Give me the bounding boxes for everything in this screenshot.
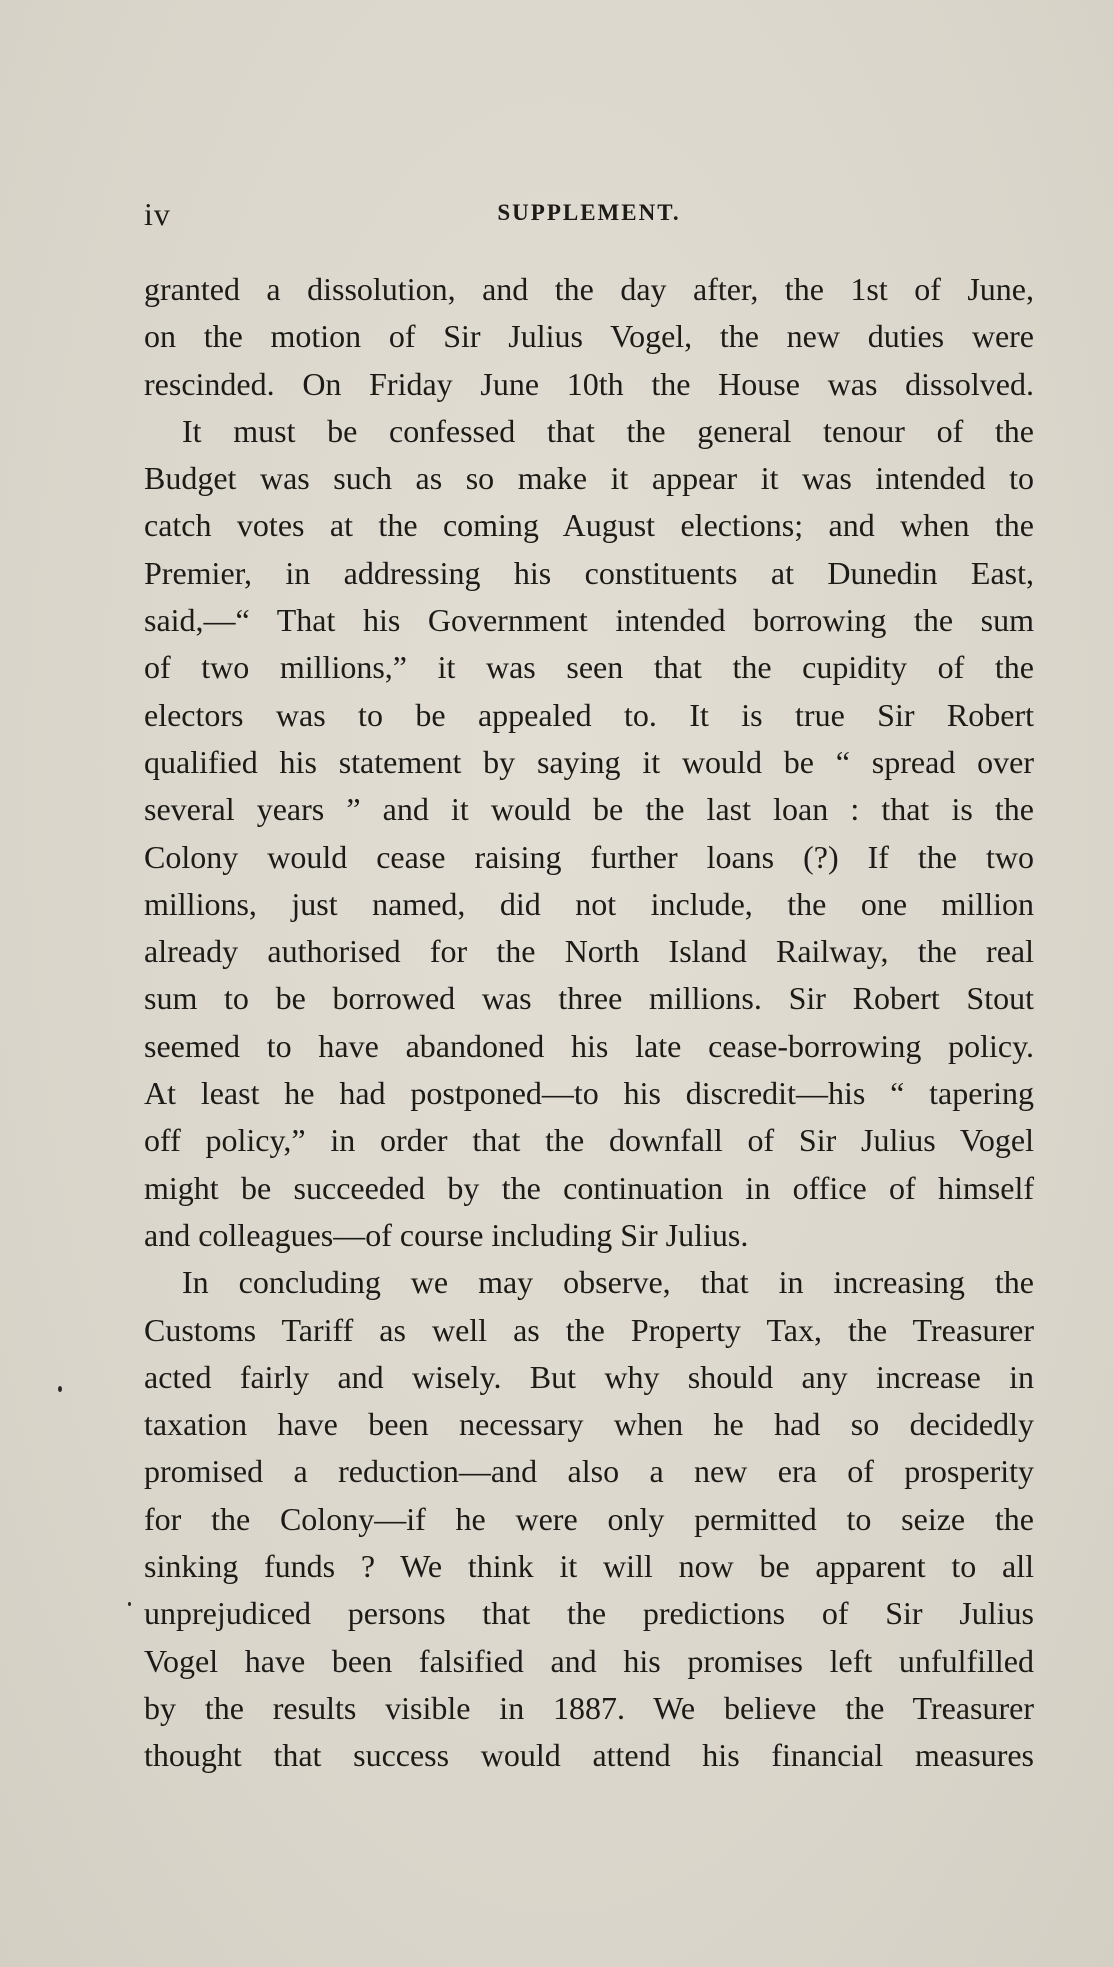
- text-line: granted a dissolution, and the day after, the 1st of June,: [144, 271, 1034, 307]
- text-line: sum to be borrowed was three millions. Sir Robert Stout: [144, 980, 1034, 1017]
- text-line: In concluding we may observe, that in increasing the: [182, 1264, 1034, 1301]
- text-line: taxation have been necessary when he had so decidedly: [144, 1406, 1034, 1443]
- page-header: [144, 196, 1034, 236]
- text-line: of two millions,” it was seen that the cupidity of the: [144, 649, 1034, 686]
- page-number: iv: [144, 196, 171, 232]
- text-line: for the Colony—if he were only permitted to seize the: [144, 1500, 1034, 1537]
- text-line: thought that success would attend his financial measures: [144, 1737, 1034, 1774]
- text-line: Budget was such as so make it appear it was intended to: [144, 460, 1034, 497]
- text-line: sinking funds ? We think it will now be apparent to all: [144, 1548, 1034, 1585]
- body-text: [144, 266, 1034, 1780]
- text-line: catch votes at the coming August elections; and when the: [144, 507, 1034, 544]
- text-line: might be succeeded by the continuation in office of himself: [144, 1169, 1034, 1206]
- text-line: qualified his statement by saying it would be “ spread over: [144, 743, 1034, 780]
- text-line: several years ” and it would be the last loan : that is the: [144, 791, 1034, 828]
- text-line: by the results visible in 1887. We believe the Treasurer: [144, 1689, 1034, 1726]
- text-line: said,—“ That his Government intended borrowing the sum: [144, 602, 1034, 639]
- text-line: Premier, in addressing his constituents at Dunedin East,: [144, 554, 1034, 591]
- text-line: on the motion of Sir Julius Vogel, the new duties were: [144, 318, 1034, 355]
- text-line: electors was to be appealed to. It is true Sir Robert: [144, 696, 1034, 733]
- text-line: millions, just named, did not include, the one million: [144, 885, 1034, 922]
- text-line: off policy,” in order that the downfall of Sir Julius Vogel: [144, 1122, 1034, 1159]
- text-line: acted fairly and wisely. But why should any increase in: [144, 1358, 1034, 1395]
- text-line: Vogel have been falsified and his promises left unfulfilled: [144, 1642, 1034, 1679]
- ink-speck: [128, 1602, 131, 1606]
- text-line: Colony would cease raising further loans (?) If the two: [144, 838, 1034, 875]
- text-line: and colleagues—of course including Sir Julius.: [144, 1216, 749, 1253]
- text-line: It must be confessed that the general tenour of the: [182, 412, 1034, 449]
- text-line: At least he had postponed—to his discredit—his “ tapering: [144, 1075, 1034, 1112]
- text-line: already authorised for the North Island Railway, the real: [144, 933, 1034, 970]
- text-line: rescinded. On Friday June 10th the House was dissolved.: [144, 365, 1034, 402]
- text-line: Customs Tariff as well as the Property Tax, the Treasurer: [144, 1311, 1034, 1348]
- text-line: unprejudiced persons that the predictions of Sir Julius: [144, 1595, 1034, 1632]
- ink-speck: [58, 1386, 62, 1392]
- running-head: SUPPLEMENT.: [497, 200, 681, 225]
- text-line: seemed to have abandoned his late cease-borrowing policy.: [144, 1027, 1034, 1064]
- text-line: promised a reduction—and also a new era of prosperity: [144, 1453, 1034, 1490]
